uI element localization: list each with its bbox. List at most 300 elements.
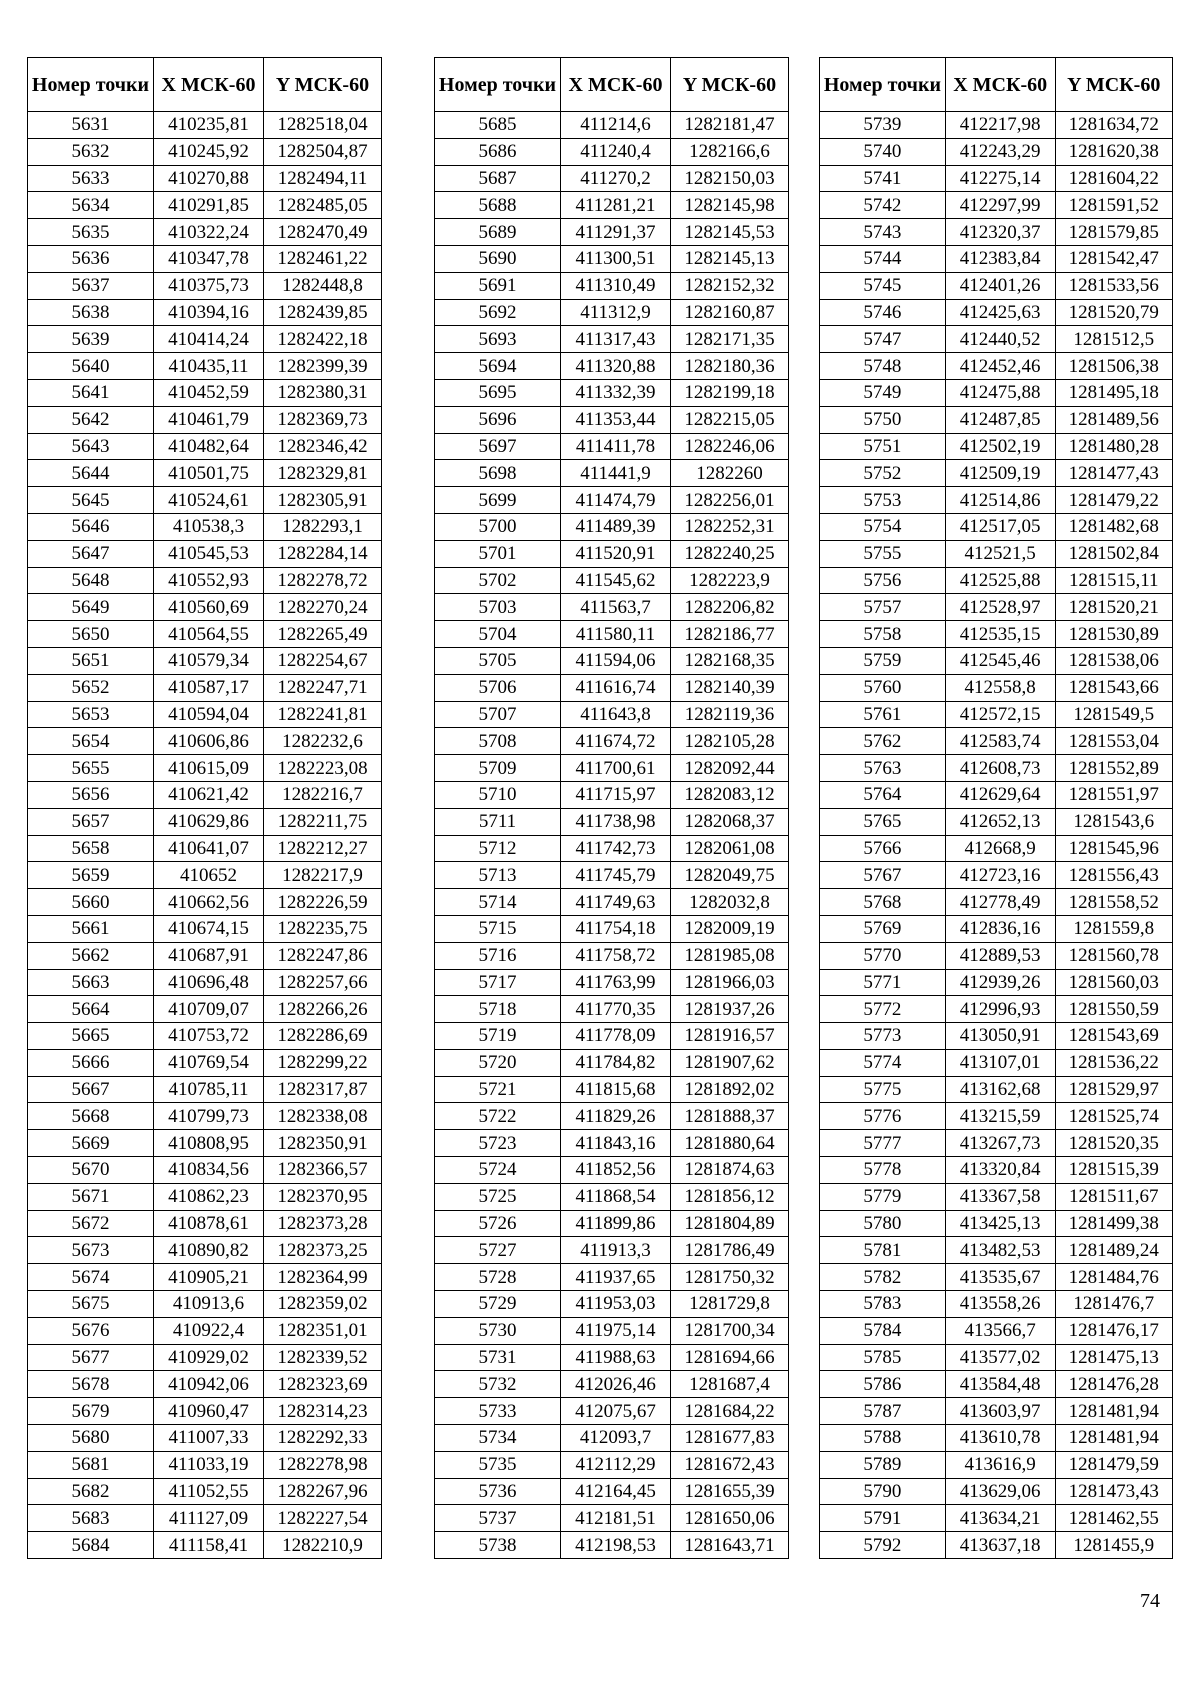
y-coordinate-cell: 1281520,35 [1055, 1130, 1173, 1157]
table-row [820, 1398, 1173, 1425]
table-row [435, 1398, 789, 1425]
y-coordinate-cell: 1282181,47 [671, 112, 789, 139]
x-coordinate-cell: 413637,18 [945, 1532, 1055, 1559]
table-row [435, 540, 789, 567]
x-coordinate-cell: 413603,97 [945, 1398, 1055, 1425]
x-coordinate-cell: 413267,73 [945, 1130, 1055, 1157]
point-number-cell: 5680 [28, 1425, 154, 1452]
point-number-cell: 5755 [820, 540, 946, 567]
y-coordinate-cell: 1282083,12 [671, 781, 789, 808]
y-coordinate-cell: 1281506,38 [1055, 353, 1173, 380]
point-number-cell: 5783 [820, 1291, 946, 1318]
x-coordinate-cell: 411474,79 [561, 487, 671, 514]
y-coordinate-cell: 1282346,42 [264, 433, 382, 460]
y-coordinate-cell: 1281729,8 [671, 1291, 789, 1318]
table-row [435, 969, 789, 996]
table-row [435, 379, 789, 406]
x-coordinate-cell: 410587,17 [154, 674, 264, 701]
point-number-cell: 5639 [28, 326, 154, 353]
x-coordinate-cell: 411312,9 [561, 299, 671, 326]
x-coordinate-cell: 412517,05 [945, 513, 1055, 540]
table-row [820, 1478, 1173, 1505]
y-coordinate-cell: 1281560,78 [1055, 942, 1173, 969]
x-coordinate-cell: 413162,68 [945, 1076, 1055, 1103]
point-number-cell: 5642 [28, 406, 154, 433]
x-coordinate-cell: 410808,95 [154, 1130, 264, 1157]
x-coordinate-cell: 410394,16 [154, 299, 264, 326]
point-number-cell: 5777 [820, 1130, 946, 1157]
table-row [820, 1505, 1173, 1532]
point-number-cell: 5710 [435, 781, 561, 808]
x-coordinate-cell: 410606,86 [154, 728, 264, 755]
x-coordinate-cell: 413577,02 [945, 1344, 1055, 1371]
x-coordinate-cell: 411715,97 [561, 781, 671, 808]
table-row [820, 647, 1173, 674]
table-body [28, 112, 382, 1559]
y-coordinate-cell: 1281643,71 [671, 1532, 789, 1559]
point-number-cell: 5781 [820, 1237, 946, 1264]
x-coordinate-cell: 411240,4 [561, 138, 671, 165]
point-number-cell: 5675 [28, 1291, 154, 1318]
table-row [435, 1451, 789, 1478]
point-number-cell: 5754 [820, 513, 946, 540]
point-number-cell: 5672 [28, 1210, 154, 1237]
y-coordinate-cell: 1281750,32 [671, 1264, 789, 1291]
table-row [820, 1076, 1173, 1103]
y-coordinate-cell: 1282168,35 [671, 647, 789, 674]
point-number-cell: 5729 [435, 1291, 561, 1318]
y-coordinate-cell: 1282373,28 [264, 1210, 382, 1237]
x-coordinate-cell: 411300,51 [561, 245, 671, 272]
table-row [820, 1317, 1173, 1344]
point-number-cell: 5713 [435, 862, 561, 889]
x-coordinate-cell: 411700,61 [561, 755, 671, 782]
y-coordinate-cell: 1282145,53 [671, 219, 789, 246]
table-row [28, 996, 382, 1023]
point-number-cell: 5788 [820, 1425, 946, 1452]
point-number-cell: 5650 [28, 621, 154, 648]
table-row [28, 781, 382, 808]
point-number-cell: 5768 [820, 889, 946, 916]
table-row [820, 781, 1173, 808]
point-number-cell: 5731 [435, 1344, 561, 1371]
point-number-cell: 5712 [435, 835, 561, 862]
x-coordinate-cell: 411332,39 [561, 379, 671, 406]
y-coordinate-cell: 1281512,5 [1055, 326, 1173, 353]
table-row [435, 781, 789, 808]
y-coordinate-cell: 1282150,03 [671, 165, 789, 192]
y-coordinate-cell: 1281888,37 [671, 1103, 789, 1130]
point-number-cell: 5682 [28, 1478, 154, 1505]
table-row [820, 540, 1173, 567]
y-coordinate-cell: 1281543,6 [1055, 808, 1173, 835]
y-coordinate-cell: 1281480,28 [1055, 433, 1173, 460]
y-coordinate-cell: 1281551,97 [1055, 781, 1173, 808]
point-number-cell: 5653 [28, 701, 154, 728]
coordinate-table-2 [434, 57, 789, 1559]
table-row [28, 701, 382, 728]
table-row [435, 112, 789, 139]
table-row [435, 1210, 789, 1237]
x-coordinate-cell: 412275,14 [945, 165, 1055, 192]
point-number-cell: 5785 [820, 1344, 946, 1371]
x-coordinate-cell: 411868,54 [561, 1183, 671, 1210]
y-coordinate-cell: 1281634,72 [1055, 112, 1173, 139]
x-coordinate-cell: 412723,16 [945, 862, 1055, 889]
table-row [28, 835, 382, 862]
x-coordinate-cell: 413320,84 [945, 1157, 1055, 1184]
y-coordinate-cell: 1281473,43 [1055, 1478, 1173, 1505]
table-row [435, 567, 789, 594]
header-point-number: Номер точки [28, 58, 154, 112]
x-coordinate-cell: 411310,49 [561, 272, 671, 299]
table-row [28, 192, 382, 219]
y-coordinate-cell: 1282105,28 [671, 728, 789, 755]
y-coordinate-cell: 1281479,22 [1055, 487, 1173, 514]
table-row [28, 1398, 382, 1425]
point-number-cell: 5779 [820, 1183, 946, 1210]
x-coordinate-cell: 413634,21 [945, 1505, 1055, 1532]
table-row [820, 245, 1173, 272]
point-number-cell: 5732 [435, 1371, 561, 1398]
table-header-row [820, 58, 1173, 112]
point-number-cell: 5673 [28, 1237, 154, 1264]
table-row [820, 942, 1173, 969]
point-number-cell: 5716 [435, 942, 561, 969]
table-body [435, 112, 789, 1559]
y-coordinate-cell: 1282286,69 [264, 1023, 382, 1050]
x-coordinate-cell: 412889,53 [945, 942, 1055, 969]
table-row [820, 379, 1173, 406]
point-number-cell: 5709 [435, 755, 561, 782]
y-coordinate-cell: 1281543,66 [1055, 674, 1173, 701]
point-number-cell: 5654 [28, 728, 154, 755]
y-coordinate-cell: 1281499,38 [1055, 1210, 1173, 1237]
table-row [435, 1478, 789, 1505]
x-coordinate-cell: 411829,26 [561, 1103, 671, 1130]
y-coordinate-cell: 1282152,32 [671, 272, 789, 299]
x-coordinate-cell: 410579,34 [154, 647, 264, 674]
y-coordinate-cell: 1282032,8 [671, 889, 789, 916]
table-header-row [435, 58, 789, 112]
table-row [28, 674, 382, 701]
point-number-cell: 5720 [435, 1049, 561, 1076]
y-coordinate-cell: 1281479,59 [1055, 1451, 1173, 1478]
point-number-cell: 5721 [435, 1076, 561, 1103]
y-coordinate-cell: 1282338,08 [264, 1103, 382, 1130]
y-coordinate-cell: 1282265,49 [264, 621, 382, 648]
table-row [820, 299, 1173, 326]
point-number-cell: 5649 [28, 594, 154, 621]
point-number-cell: 5726 [435, 1210, 561, 1237]
y-coordinate-cell: 1282068,37 [671, 808, 789, 835]
point-number-cell: 5655 [28, 755, 154, 782]
x-coordinate-cell: 412514,86 [945, 487, 1055, 514]
table-row [435, 1237, 789, 1264]
point-number-cell: 5737 [435, 1505, 561, 1532]
point-number-cell: 5789 [820, 1451, 946, 1478]
y-coordinate-cell: 1282049,75 [671, 862, 789, 889]
x-coordinate-cell: 410709,07 [154, 996, 264, 1023]
x-coordinate-cell: 412836,16 [945, 915, 1055, 942]
point-number-cell: 5773 [820, 1023, 946, 1050]
x-coordinate-cell: 410862,23 [154, 1183, 264, 1210]
x-coordinate-cell: 412996,93 [945, 996, 1055, 1023]
y-coordinate-cell: 1281520,21 [1055, 594, 1173, 621]
table-row [28, 1532, 382, 1559]
x-coordinate-cell: 411953,03 [561, 1291, 671, 1318]
point-number-cell: 5693 [435, 326, 561, 353]
x-coordinate-cell: 410594,04 [154, 701, 264, 728]
x-coordinate-cell: 412668,9 [945, 835, 1055, 862]
y-coordinate-cell: 1281966,03 [671, 969, 789, 996]
x-coordinate-cell: 412452,46 [945, 353, 1055, 380]
header-y-coordinate: Y МСК-60 [1055, 58, 1173, 112]
table-row [435, 1264, 789, 1291]
table-row [28, 567, 382, 594]
table-row [28, 272, 382, 299]
x-coordinate-cell: 411007,33 [154, 1425, 264, 1452]
point-number-cell: 5760 [820, 674, 946, 701]
header-x-coordinate: X МСК-60 [945, 58, 1055, 112]
y-coordinate-cell: 1282323,69 [264, 1371, 382, 1398]
x-coordinate-cell: 412181,51 [561, 1505, 671, 1532]
table-row [820, 808, 1173, 835]
y-coordinate-cell: 1281529,97 [1055, 1076, 1173, 1103]
x-coordinate-cell: 411778,09 [561, 1023, 671, 1050]
point-number-cell: 5671 [28, 1183, 154, 1210]
y-coordinate-cell: 1281558,52 [1055, 889, 1173, 916]
point-number-cell: 5706 [435, 674, 561, 701]
y-coordinate-cell: 1282278,72 [264, 567, 382, 594]
x-coordinate-cell: 411033,19 [154, 1451, 264, 1478]
point-number-cell: 5651 [28, 647, 154, 674]
table-row [820, 728, 1173, 755]
point-number-cell: 5771 [820, 969, 946, 996]
y-coordinate-cell: 1281525,74 [1055, 1103, 1173, 1130]
y-coordinate-cell: 1281462,55 [1055, 1505, 1173, 1532]
point-number-cell: 5687 [435, 165, 561, 192]
table-row [820, 1103, 1173, 1130]
x-coordinate-cell: 411594,06 [561, 647, 671, 674]
x-coordinate-cell: 411815,68 [561, 1076, 671, 1103]
x-coordinate-cell: 411489,39 [561, 513, 671, 540]
y-coordinate-cell: 1282223,9 [671, 567, 789, 594]
x-coordinate-cell: 410641,07 [154, 835, 264, 862]
point-number-cell: 5744 [820, 245, 946, 272]
point-number-cell: 5759 [820, 647, 946, 674]
x-coordinate-cell: 410375,73 [154, 272, 264, 299]
table-row [435, 942, 789, 969]
y-coordinate-cell: 1282366,57 [264, 1157, 382, 1184]
point-number-cell: 5725 [435, 1183, 561, 1210]
table-row [820, 165, 1173, 192]
table-body [820, 112, 1173, 1559]
point-number-cell: 5668 [28, 1103, 154, 1130]
x-coordinate-cell: 411643,8 [561, 701, 671, 728]
point-number-cell: 5774 [820, 1049, 946, 1076]
y-coordinate-cell: 1282256,01 [671, 487, 789, 514]
y-coordinate-cell: 1282247,86 [264, 942, 382, 969]
table-row [28, 1317, 382, 1344]
x-coordinate-cell: 411580,11 [561, 621, 671, 648]
header-x-coordinate: X МСК-60 [154, 58, 264, 112]
table-row [28, 165, 382, 192]
y-coordinate-cell: 1281553,04 [1055, 728, 1173, 755]
x-coordinate-cell: 411270,2 [561, 165, 671, 192]
y-coordinate-cell: 1281484,76 [1055, 1264, 1173, 1291]
x-coordinate-cell: 410552,93 [154, 567, 264, 594]
table-row [435, 1103, 789, 1130]
table-row [435, 1317, 789, 1344]
x-coordinate-cell: 410687,91 [154, 942, 264, 969]
y-coordinate-cell: 1281672,43 [671, 1451, 789, 1478]
point-number-cell: 5695 [435, 379, 561, 406]
x-coordinate-cell: 412652,13 [945, 808, 1055, 835]
table-row [28, 1130, 382, 1157]
x-coordinate-cell: 412383,84 [945, 245, 1055, 272]
y-coordinate-cell: 1282254,67 [264, 647, 382, 674]
y-coordinate-cell: 1282145,98 [671, 192, 789, 219]
table-row [820, 969, 1173, 996]
table-row [435, 1532, 789, 1559]
point-number-cell: 5661 [28, 915, 154, 942]
table-row [820, 112, 1173, 139]
point-number-cell: 5711 [435, 808, 561, 835]
table-row [820, 701, 1173, 728]
point-number-cell: 5692 [435, 299, 561, 326]
table-row [28, 379, 382, 406]
x-coordinate-cell: 412535,15 [945, 621, 1055, 648]
table-row [820, 755, 1173, 782]
table-row [28, 487, 382, 514]
table-row [820, 594, 1173, 621]
table-row [435, 192, 789, 219]
x-coordinate-cell: 411291,37 [561, 219, 671, 246]
table-row [435, 889, 789, 916]
point-number-cell: 5761 [820, 701, 946, 728]
table-row [820, 862, 1173, 889]
x-coordinate-cell: 410905,21 [154, 1264, 264, 1291]
y-coordinate-cell: 1282199,18 [671, 379, 789, 406]
point-number-cell: 5700 [435, 513, 561, 540]
x-coordinate-cell: 411975,14 [561, 1317, 671, 1344]
point-number-cell: 5676 [28, 1317, 154, 1344]
point-number-cell: 5752 [820, 460, 946, 487]
point-number-cell: 5669 [28, 1130, 154, 1157]
x-coordinate-cell: 412320,37 [945, 219, 1055, 246]
x-coordinate-cell: 410235,81 [154, 112, 264, 139]
table-row [28, 1291, 382, 1318]
table-row [435, 219, 789, 246]
y-coordinate-cell: 1281489,24 [1055, 1237, 1173, 1264]
x-coordinate-cell: 411758,72 [561, 942, 671, 969]
table-row [435, 487, 789, 514]
y-coordinate-cell: 1282092,44 [671, 755, 789, 782]
x-coordinate-cell: 412778,49 [945, 889, 1055, 916]
x-coordinate-cell: 410482,64 [154, 433, 264, 460]
table-row [820, 915, 1173, 942]
x-coordinate-cell: 410621,42 [154, 781, 264, 808]
y-coordinate-cell: 1281591,52 [1055, 192, 1173, 219]
point-number-cell: 5775 [820, 1076, 946, 1103]
x-coordinate-cell: 411411,78 [561, 433, 671, 460]
y-coordinate-cell: 1282232,6 [264, 728, 382, 755]
x-coordinate-cell: 410922,4 [154, 1317, 264, 1344]
point-number-cell: 5635 [28, 219, 154, 246]
y-coordinate-cell: 1282317,87 [264, 1076, 382, 1103]
header-point-number: Номер точки [435, 58, 561, 112]
table-row [435, 1183, 789, 1210]
point-number-cell: 5743 [820, 219, 946, 246]
table-row [435, 1425, 789, 1452]
table-row [820, 1344, 1173, 1371]
point-number-cell: 5727 [435, 1237, 561, 1264]
table-row [28, 1478, 382, 1505]
point-number-cell: 5750 [820, 406, 946, 433]
x-coordinate-cell: 411317,43 [561, 326, 671, 353]
point-number-cell: 5765 [820, 808, 946, 835]
y-coordinate-cell: 1282518,04 [264, 112, 382, 139]
x-coordinate-cell: 410545,53 [154, 540, 264, 567]
x-coordinate-cell: 410414,24 [154, 326, 264, 353]
x-coordinate-cell: 412026,46 [561, 1371, 671, 1398]
y-coordinate-cell: 1282494,11 [264, 165, 382, 192]
y-coordinate-cell: 1281856,12 [671, 1183, 789, 1210]
x-coordinate-cell: 413566,7 [945, 1317, 1055, 1344]
y-coordinate-cell: 1281559,8 [1055, 915, 1173, 942]
x-coordinate-cell: 410674,15 [154, 915, 264, 942]
table-row [28, 1210, 382, 1237]
y-coordinate-cell: 1282216,7 [264, 781, 382, 808]
table-row [820, 1023, 1173, 1050]
table-row [28, 1023, 382, 1050]
y-coordinate-cell: 1282485,05 [264, 192, 382, 219]
table-row [820, 1425, 1173, 1452]
point-number-cell: 5694 [435, 353, 561, 380]
coordinate-table-3 [819, 57, 1173, 1559]
y-coordinate-cell: 1281481,94 [1055, 1425, 1173, 1452]
table-row [820, 1291, 1173, 1318]
y-coordinate-cell: 1282206,82 [671, 594, 789, 621]
point-number-cell: 5722 [435, 1103, 561, 1130]
x-coordinate-cell: 413107,01 [945, 1049, 1055, 1076]
x-coordinate-cell: 411988,63 [561, 1344, 671, 1371]
y-coordinate-cell: 1282180,36 [671, 353, 789, 380]
point-number-cell: 5723 [435, 1130, 561, 1157]
table-row [435, 299, 789, 326]
point-number-cell: 5674 [28, 1264, 154, 1291]
point-number-cell: 5714 [435, 889, 561, 916]
table-row [435, 755, 789, 782]
point-number-cell: 5780 [820, 1210, 946, 1237]
point-number-cell: 5633 [28, 165, 154, 192]
x-coordinate-cell: 410696,48 [154, 969, 264, 996]
x-coordinate-cell: 413050,91 [945, 1023, 1055, 1050]
x-coordinate-cell: 412297,99 [945, 192, 1055, 219]
x-coordinate-cell: 412425,63 [945, 299, 1055, 326]
x-coordinate-cell: 410942,06 [154, 1371, 264, 1398]
table-row [820, 1210, 1173, 1237]
point-number-cell: 5690 [435, 245, 561, 272]
table-row [28, 112, 382, 139]
y-coordinate-cell: 1281549,5 [1055, 701, 1173, 728]
x-coordinate-cell: 412502,19 [945, 433, 1055, 460]
table-row [28, 1425, 382, 1452]
y-coordinate-cell: 1282350,91 [264, 1130, 382, 1157]
point-number-cell: 5662 [28, 942, 154, 969]
point-number-cell: 5764 [820, 781, 946, 808]
